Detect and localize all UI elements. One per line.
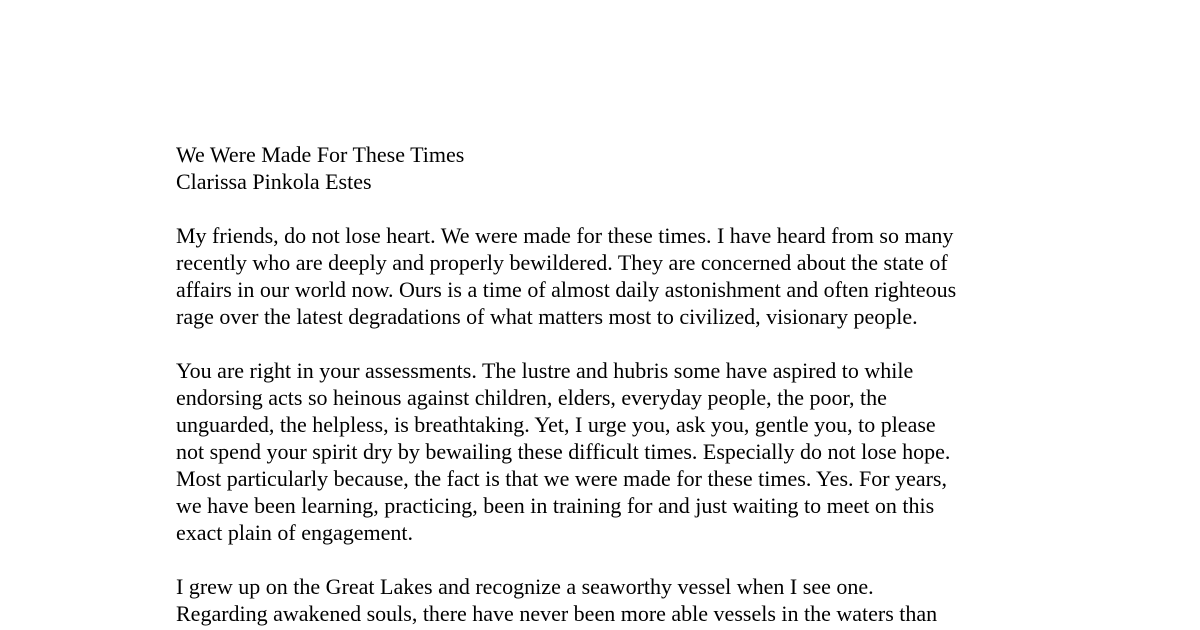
paragraph-line: affairs in our world now. Ours is a time of almost daily astonishment and often righteous xyxy=(176,277,957,302)
document-body xyxy=(176,141,1026,627)
paragraph-line: not spend your spirit dry by bewailing these difficult times. Especially do not lose hope. xyxy=(176,439,951,464)
paragraph-line: You are right in your assessments. The lustre and hubris some have aspired to while xyxy=(176,358,914,383)
paragraph-spacer xyxy=(176,330,1026,357)
paragraph-line: Regarding awakened souls, there have never been more able vessels in the waters than xyxy=(176,601,938,626)
paragraph-line: endorsing acts so heinous against children, elders, everyday people, the poor, the xyxy=(176,385,887,410)
paragraph-line: exact plain of engagement. xyxy=(176,520,414,545)
paragraph-3 xyxy=(176,573,1026,627)
paragraph-line: Most particularly because, the fact is that we were made for these times. Yes. For years, xyxy=(176,466,947,491)
paragraph-spacer xyxy=(176,546,1026,573)
paragraph-2 xyxy=(176,357,1026,546)
paragraph-line: I grew up on the Great Lakes and recognize a seaworthy vessel when I see one. xyxy=(176,574,874,599)
paragraph-spacer xyxy=(176,195,1026,222)
document-title: We Were Made For These Times xyxy=(176,142,465,167)
paragraph-line: recently who are deeply and properly bewildered. They are concerned about the state of xyxy=(176,250,948,275)
document-author: Clarissa Pinkola Estes xyxy=(176,169,372,194)
paragraph-line: unguarded, the helpless, is breathtaking. Yet, I urge you, ask you, gentle you, to please xyxy=(176,412,936,437)
paragraph-1 xyxy=(176,222,1026,330)
paragraph-line: rage over the latest degradations of what matters most to civilized, visionary people. xyxy=(176,304,918,329)
paragraph-line: we have been learning, practicing, been in training for and just waiting to meet on this xyxy=(176,493,935,518)
paragraph-line: My friends, do not lose heart. We were made for these times. I have heard from so many xyxy=(176,223,954,248)
